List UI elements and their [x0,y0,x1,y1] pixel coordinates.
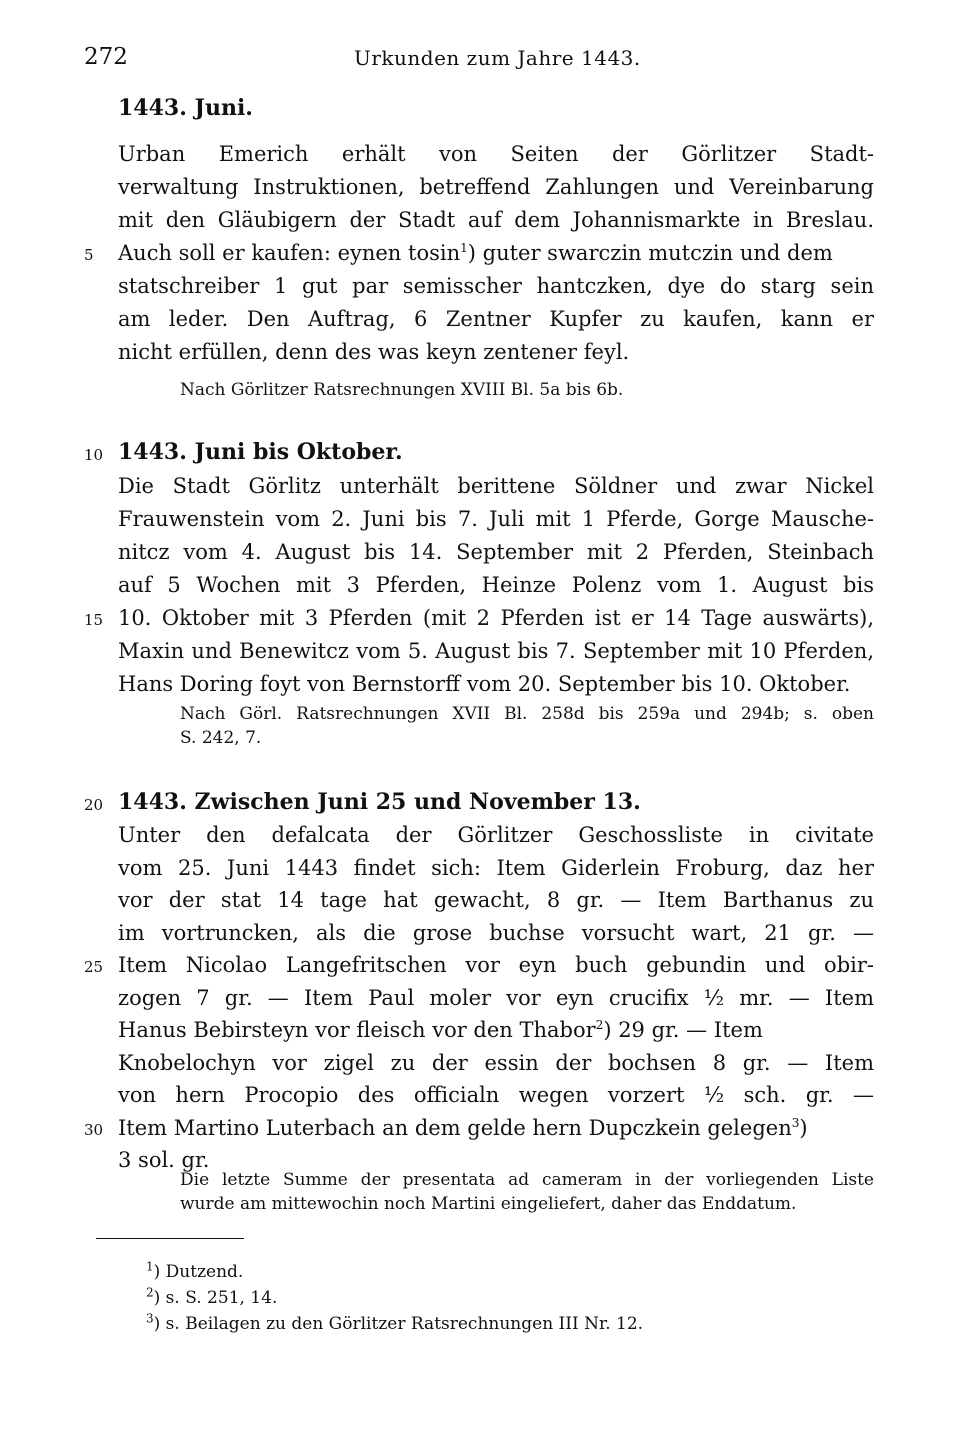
entry-text-line: Unter den defalcata der Görlitzer Geschossliste in civitate [118,823,874,847]
entry-text-line: auf 5 Wochen mit 3 Pferden, Heinze Polenz vom 1. August bis [118,573,874,597]
entry-text-line: nitcz vom 4. August bis 14. September mit 2 Pferden, Steinbach [118,540,874,564]
entry-text-segment: Hanus Bebirsteyn vor fleisch vor den Thabor [118,1018,596,1042]
entry-heading: 1443. Zwischen Juni 25 und November 13. [118,789,641,815]
entry-text-segment: ) [799,1116,808,1140]
margin-line-number: 5 [84,246,94,264]
entry-text-line: Die Stadt Görlitz unterhält berittene Söldner und zwar Nickel [118,474,874,498]
margin-line-number: 15 [84,611,104,629]
entry-text-line: mit den Gläubigern der Stadt auf dem Johannismarkte in Breslau. [118,208,874,232]
entry-text-line: Hans Doring foyt von Bernstorff vom 20. September bis 10. Oktober. [118,672,851,696]
page-header [84,44,874,80]
entry-note: wurde am mittewochin noch Martini eingeliefert, daher das Enddatum. [180,1194,797,1214]
entry-text-line: Urban Emerich erhält von Seiten der Görlitzer Stadt- [118,142,874,166]
margin-line-number: 30 [84,1121,104,1139]
entry-text-line-with-footnote [118,1116,874,1140]
footnote-reference: 3 [791,1116,800,1130]
margin-line-number: 10 [84,446,104,464]
entry-text-segment: ) 29 gr. — Item [603,1018,763,1042]
entry-text-segment: Auch soll er kaufen: eynen tosin [118,241,461,265]
footnote-mark: 2 [146,1285,154,1300]
footnote [146,1285,786,1308]
footnote-text: ) Dutzend. [153,1262,244,1282]
entry-heading: 1443. Juni bis Oktober. [118,439,403,465]
footnote [146,1259,786,1282]
entry-text-line: statschreiber 1 gut par semisscher hantczken, dye do starg sein [118,274,874,298]
entry-text-line: nicht erfüllen, denn des was keyn zentener feyl. [118,340,630,364]
margin-line-number: 25 [84,958,104,976]
footnote-mark: 1 [146,1259,154,1274]
footnote-divider [96,1238,244,1239]
entry-text-line: von hern Procopio des officialn wegen vorzert ½ sch. gr. — [118,1083,874,1107]
entry-text-line: Maxin und Benewitcz vom 5. August bis 7. September mit 10 Pferden, [118,639,874,663]
entry-text-segment: Item Martino Luterbach an dem gelde hern Dupczkein gelegen [118,1116,792,1140]
footnote-reference: 2 [595,1018,604,1032]
source-citation: Nach Görlitzer Ratsrechnungen XVIII Bl. 5a bis 6b. [180,380,624,400]
footnote-text: ) s. Beilagen zu den Görlitzer Ratsrechnungen III Nr. 12. [153,1314,644,1334]
entry-text-line: verwaltung Instruktionen, betreffend Zahlungen und Vereinbarung [118,175,874,199]
entry-text-line: 10. Oktober mit 3 Pferden (mit 2 Pferden ist er 14 Tage auswärts), [118,606,874,630]
entry-text-line: Knobelochyn vor zigel zu der essin der bochsen 8 gr. — Item [118,1051,874,1075]
entry-text-line: zogen 7 gr. — Item Paul moler vor eyn crucifix ½ mr. — Item [118,986,874,1010]
entry-text-segment: ) guter swarczin mutczin und dem [467,241,833,265]
entry-text-line: vom 25. Juni 1443 findet sich: Item Giderlein Froburg, daz her [118,856,874,880]
source-citation: Nach Görl. Ratsrechnungen XVII Bl. 258d bis 259a und 294b; s. oben [180,704,874,724]
footnote-reference: 1 [460,241,468,255]
margin-line-number: 20 [84,796,104,814]
source-citation: S. 242, 7. [180,728,262,748]
entry-text-line: Frauwenstein vom 2. Juni bis 7. Juli mit 1 Pferde, Gorge Mausche- [118,507,874,531]
entry-text-line-with-footnote [118,241,874,265]
entry-text-line: im vortruncken, als die grose buchse vorsucht wart, 21 gr. — [118,921,874,945]
footnote-text: ) s. S. 251, 14. [153,1288,278,1308]
entry-heading: 1443. Juni. [118,95,253,121]
entry-text-line: vor der stat 14 tage hat gewacht, 8 gr. — Item Barthanus zu [118,888,874,912]
entry-text-line: am leder. Den Auftrag, 6 Zentner Kupfer zu kaufen, kann er [118,307,874,331]
footnote [146,1311,786,1334]
entry-text-line-with-footnote [118,1018,874,1042]
entry-text-line: 3 sol. gr. [118,1148,210,1172]
page-number: 272 [84,44,128,70]
entry-text-line: Item Nicolao Langefritschen vor eyn buch gebundin und obir- [118,953,874,977]
footnote-mark: 3 [146,1311,154,1326]
running-title: Urkunden zum Jahre 1443. [354,46,641,70]
entry-note: Die letzte Summe der presentata ad cameram in der vorliegenden Liste [180,1170,874,1190]
